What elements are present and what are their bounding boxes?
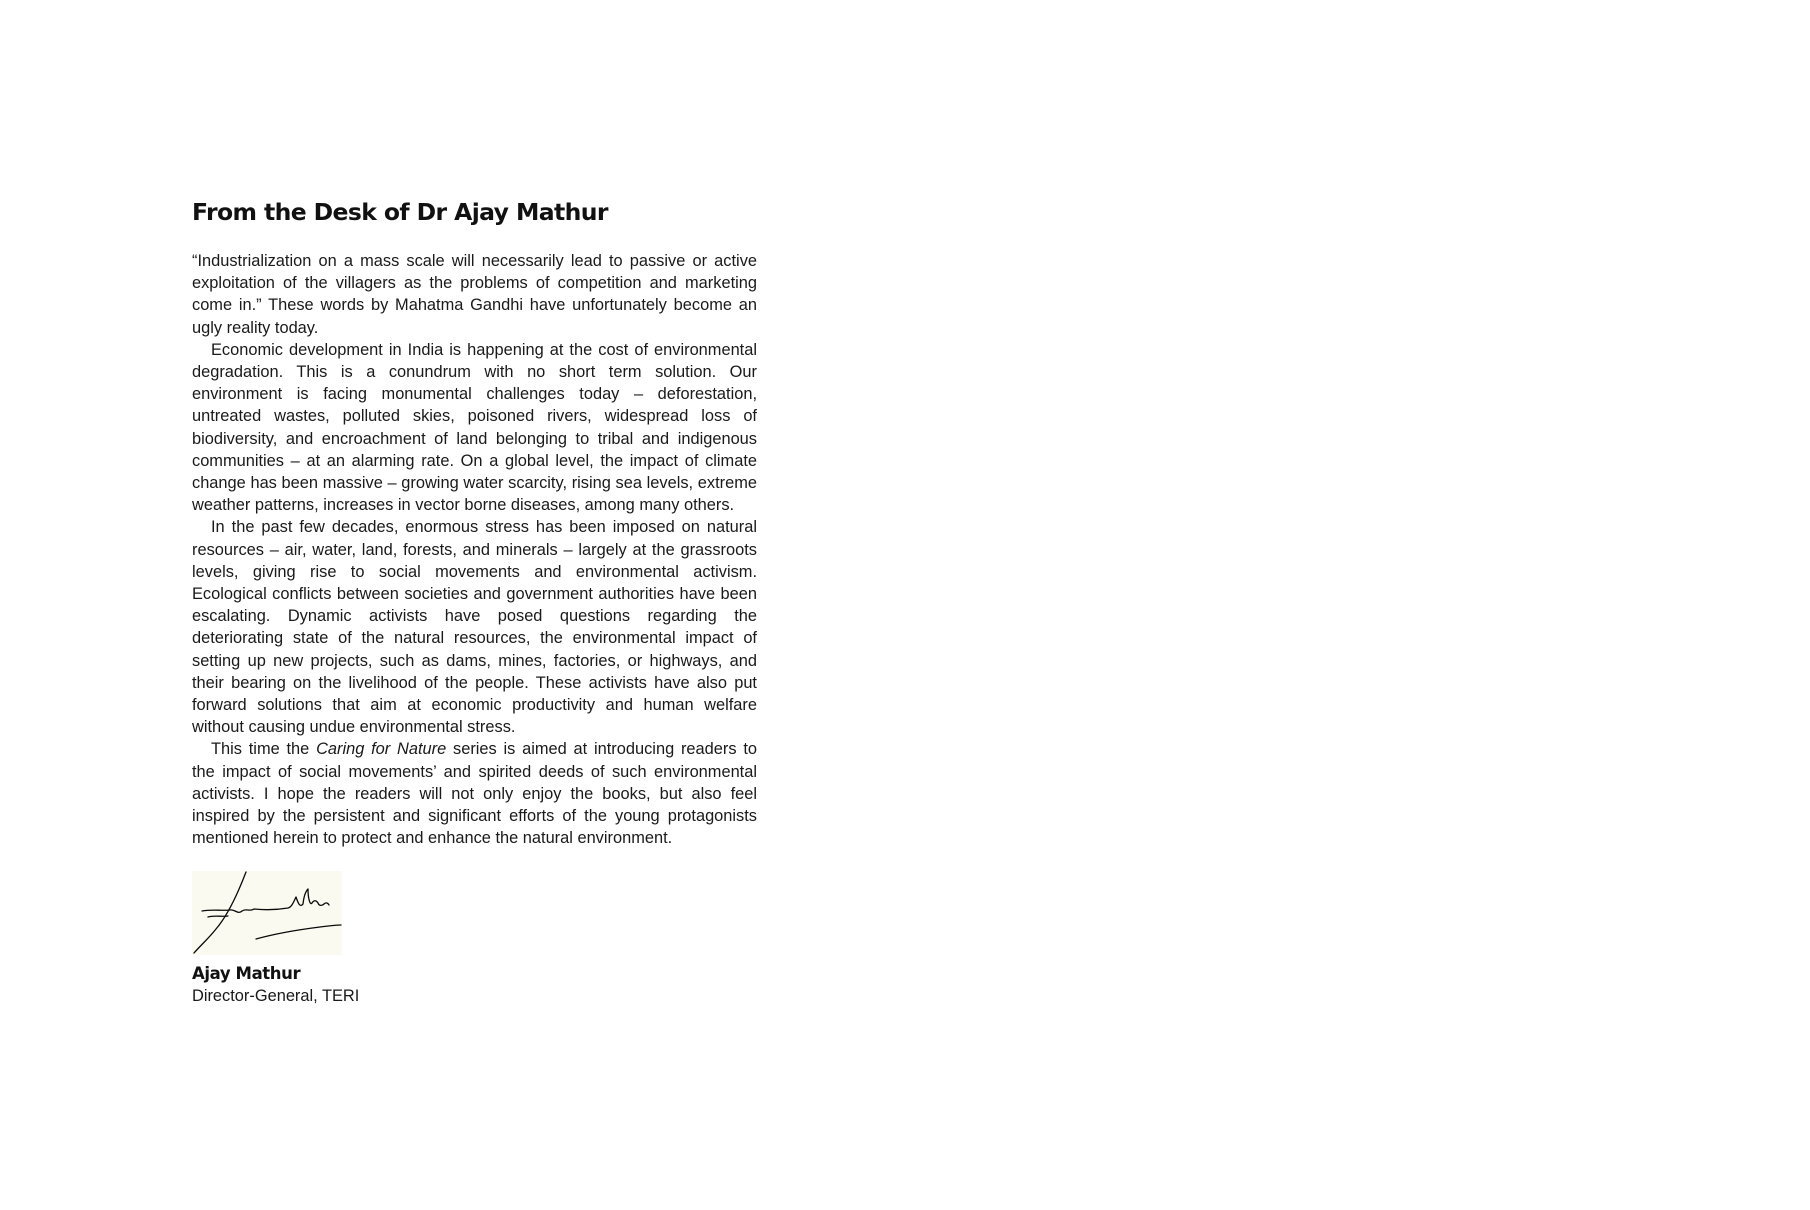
signature-image (192, 871, 342, 955)
paragraph-4-end: series is aimed at introducing readers to the impact of social movements’ and spirited deeds of such environmental activists. I hope the readers will not only enjoy the books, but also feel inspired by the persistent and significant efforts of the young protagonists mentioned herein to protect and enhance the natural environment. (192, 740, 757, 848)
letter-body (192, 250, 757, 849)
signatory-name: Ajay Mathur (192, 964, 301, 984)
signature-paper (192, 871, 342, 955)
paragraph-1: “Industrialization on a mass scale will necessarily lead to passive or active exploitation of the villagers as the problems of competition and marketing come in.” These words by Mahatma Gandhi have unfortunately become an ugly reality today. (192, 252, 757, 337)
page-title: From the Desk of Dr Ajay Mathur (192, 198, 608, 226)
paragraph-2: Economic development in India is happening at the cost of environmental degradation. This is a conundrum with no short term solution. Our environment is facing monumental challenges today – deforestation, untreated wastes, polluted skies, poisoned rivers, widespread loss of biodiversity, and encroachment of land belonging to tribal and indigenous communities – at an alarming rate. On a global level, the impact of climate change has been massive – growing water scarcity, rising sea levels, extreme weather patterns, increases in vector borne diseases, among many others. (192, 340, 757, 515)
paragraph-4 (192, 738, 757, 849)
paragraph-3: In the past few decades, enormous stress has been imposed on natural resources – air, water, land, forests, and minerals – largely at the grassroots levels, giving rise to social movements and environmental activism. Ecological conflicts between societies and government authorities have been escalating. Dynamic activists have posed questions regarding the deteriorating state of the natural resources, the environmental impact of setting up new projects, such as dams, mines, factories, or highways, and their bearing on the livelihood of the people. These activists have also put forward solutions that aim at economic productivity and human welfare without causing undue environmental stress. (192, 518, 757, 737)
letter-column (192, 195, 757, 1007)
series-title: Caring for Nature (316, 740, 447, 759)
paragraph-4-start: This time the (211, 740, 317, 759)
signatory-title: Director-General, TERI (192, 987, 360, 1006)
